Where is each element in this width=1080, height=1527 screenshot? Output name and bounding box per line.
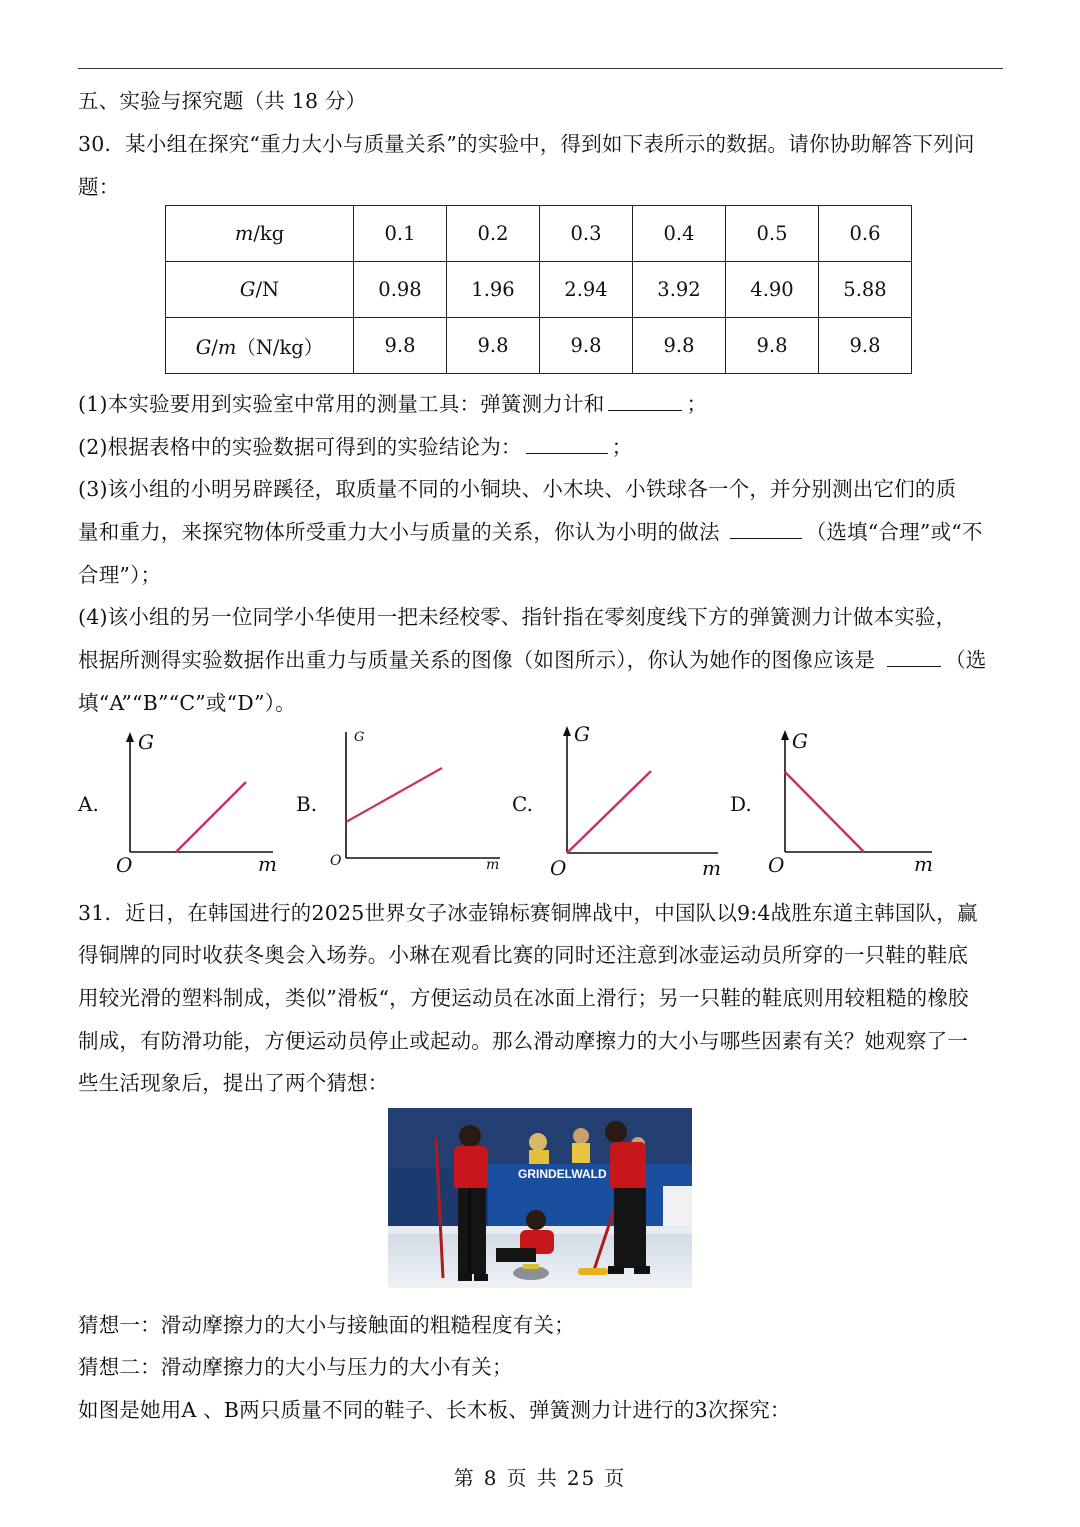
data-table: [165, 205, 912, 374]
table-cell: 0.5: [726, 206, 819, 262]
graph-d-x-label: m: [914, 852, 933, 876]
table-cell: 0.98: [354, 262, 447, 318]
graph-c-label: C.: [512, 792, 533, 816]
q30-part4-line3: 填“A”“B”“C”或“D”）。: [78, 691, 296, 715]
table-cell: 0.4: [633, 206, 726, 262]
table-cell: 0.2: [447, 206, 540, 262]
graph-d-y-label: G: [792, 729, 808, 753]
table-cell: 9.8: [819, 318, 912, 374]
table-cell: 2.94: [540, 262, 633, 318]
graph-line: [346, 768, 442, 822]
table-cell: 9.8: [354, 318, 447, 374]
graph-b-label: B.: [296, 792, 318, 816]
table-row: [166, 206, 912, 262]
answer-blank[interactable]: [526, 435, 608, 454]
answer-blank[interactable]: [608, 392, 682, 411]
header-rule: [78, 68, 1003, 69]
q30-part1: [78, 387, 707, 417]
footer-prefix: 第: [453, 1466, 476, 1490]
table-row: [166, 262, 912, 318]
q30-part1-end: ；: [686, 392, 708, 416]
q30-part4-line2: [78, 643, 986, 673]
graph-b-origin: O: [330, 853, 342, 869]
footer-suffix: 页: [604, 1466, 627, 1490]
graph-c-y-label: G: [574, 722, 590, 746]
page-total: 25: [566, 1466, 597, 1490]
graph-c-origin: O: [550, 856, 567, 880]
curling-photo: [388, 1108, 692, 1288]
table-cell: 0.1: [354, 206, 447, 262]
graph-d-label: D.: [730, 792, 752, 816]
q30-part4-line1: (4)该小组的另一位同学小华使用一把未经校零、指针指在零刻度线下方的弹簧测力计做本实验，: [78, 605, 957, 629]
answer-blank[interactable]: [887, 648, 941, 667]
table-cell: 9.8: [633, 318, 726, 374]
q30-intro-line1: 30．某小组在探究“重力大小与质量关系”的实验中，得到如下表所示的数据。请你协助解答下列问: [78, 132, 975, 156]
table-cell: 0.6: [819, 206, 912, 262]
graph-b-x-label: m: [486, 857, 500, 873]
graph-a-origin: O: [116, 853, 133, 877]
table-cell: 9.8: [447, 318, 540, 374]
q30-part4-text: 根据所测得实验数据作出重力与质量关系的图像（如图所示），你认为她作的图像应该是: [78, 648, 876, 672]
graph-line: [567, 771, 651, 853]
q31-line2: 得铜牌的同时收获冬奥会入场券。小琳在观看比赛的同时还注意到冰壶运动员所穿的一只鞋的鞋底: [78, 943, 969, 967]
graph-line: [785, 772, 864, 852]
curling-photo-illustration: [388, 1108, 692, 1288]
q31-line1: 31．近日，在韩国进行的2025世界女子冰壶锦标赛铜牌战中，中国队以9:4战胜东道主韩国队，赢: [78, 901, 978, 925]
y-axis-arrow-icon: [126, 732, 134, 742]
banner-text: GRINDELWALD: [518, 1167, 607, 1181]
guess-two: 猜想二：滑动摩擦力的大小与压力的大小有关；: [78, 1355, 513, 1379]
graph-c: [546, 722, 726, 870]
graph-a-label: A.: [78, 792, 99, 816]
graph-c-x-label: m: [702, 856, 721, 880]
graph-b: [330, 728, 510, 868]
q30-intro-line2: 题：: [78, 175, 120, 199]
q31-last-line: 如图是她用A 、B两只质量不同的鞋子、长木板、弹簧测力计进行的3次探究：: [78, 1398, 791, 1422]
table-cell: 3.92: [633, 262, 726, 318]
q30-part3-options: （选填“合理”或“不: [805, 520, 983, 544]
y-axis-arrow-icon: [781, 730, 789, 740]
graph-b-y-label: G: [354, 730, 365, 745]
page-number: 8: [483, 1466, 499, 1490]
q31-line4: 制成，有防滑功能，方便运动员停止或起动。那么滑动摩擦力的大小与哪些因素有关？她观察了一: [78, 1029, 969, 1053]
table-cell: 1.96: [447, 262, 540, 318]
y-axis-arrow-icon: [563, 726, 571, 736]
page-footer: [0, 1462, 1080, 1491]
q30-part1-text: (1)本实验要用到实验室中常用的测量工具：弹簧测力计和: [78, 392, 605, 416]
answer-blank[interactable]: [730, 520, 802, 539]
q30-part2: [78, 430, 632, 460]
graph-a-y-label: G: [138, 730, 154, 754]
row-header-mass: m/kg: [166, 206, 354, 262]
graph-line: [176, 782, 246, 852]
table-row: [166, 318, 912, 374]
q31-line3: 用较光滑的塑料制成，类似”滑板“，方便运动员在冰面上滑行；另一只鞋的鞋底则用较粗糙的橡胶: [78, 986, 969, 1010]
table-cell: 5.88: [819, 262, 912, 318]
table-cell: 4.90: [726, 262, 819, 318]
q30-part2-text: (2)根据表格中的实验数据可得到的实验结论为：: [78, 435, 522, 459]
section-title: 五、实验与探究题（共 18 分）: [78, 89, 367, 113]
q30-part3-text: 量和重力，来探究物体所受重力大小与质量的关系，你认为小明的做法: [78, 520, 720, 544]
guess-one: 猜想一：滑动摩擦力的大小与接触面的粗糙程度有关；: [78, 1313, 575, 1337]
graph-d-origin: O: [768, 853, 785, 877]
table-cell: 9.8: [726, 318, 819, 374]
footer-mid: 页 共: [506, 1466, 559, 1490]
table-cell: 0.3: [540, 206, 633, 262]
table-cell: 9.8: [540, 318, 633, 374]
row-header-weight: G/N: [166, 262, 354, 318]
q30-part3-line3: 合理”）；: [78, 563, 162, 587]
q30-part3-line2: [78, 515, 983, 545]
q30-part4-options: （选: [945, 648, 987, 672]
q30-part3-line1: (3)该小组的小明另辟蹊径，取质量不同的小铜块、小木块、小铁球各一个，并分别测出它们的质: [78, 477, 957, 501]
graph-a-x-label: m: [258, 852, 277, 876]
q31-line5: 些生活现象后，提出了两个猜想：: [78, 1071, 389, 1095]
q30-part2-end: ；: [611, 435, 633, 459]
row-header-ratio: G/m（N/kg）: [166, 318, 354, 374]
